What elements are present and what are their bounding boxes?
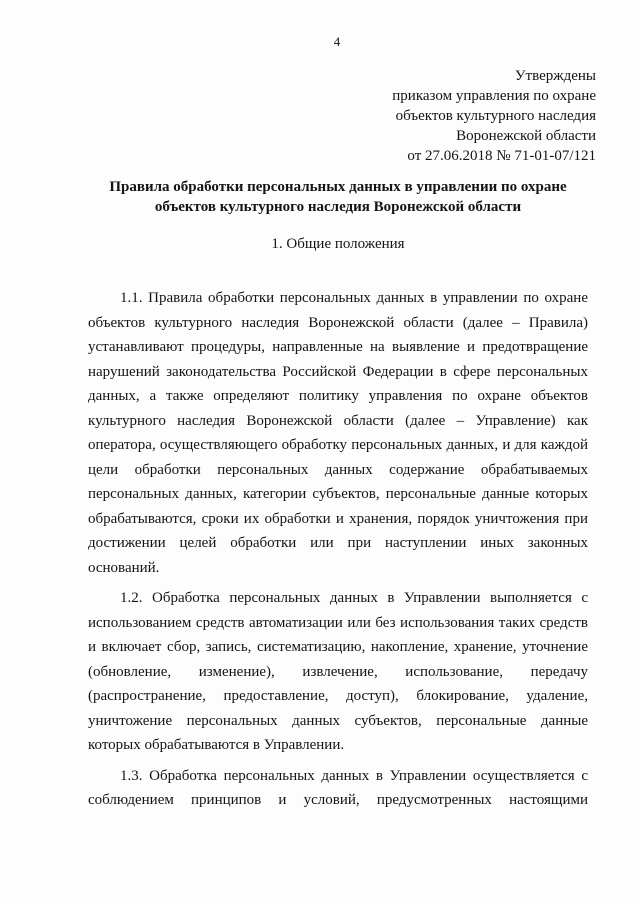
- approval-line: от 27.06.2018 № 71-01-07/121: [407, 148, 596, 164]
- approval-line: приказом управления по охране: [392, 88, 596, 104]
- approval-line: Утверждены: [514, 68, 596, 84]
- document-title-line: Правила обработки персональных данных в управлении по охране: [109, 179, 567, 195]
- paragraph-1-3: 1.3. Обработка персональных данных в Управлении осуществляется с соблюдением принципов и условий, предусмотренных настоящими: [88, 767, 588, 808]
- body-text: [88, 286, 588, 819]
- document-title: [88, 177, 588, 217]
- document-title-line: объектов культурного наследия Воронежской области: [154, 199, 522, 215]
- page-number: 4: [333, 34, 341, 49]
- paragraph-1-2: 1.2. Обработка персональных данных в Управлении выполняется с использованием средств автоматизации или без использования таких средств и включает сбор, запись, систематизацию, накопление, хранение, уточнение (обновление, изменение), извлечение, использование, передачу (распространение, предоставление, доступ), блокирование, удаление, уничтожение персональных данных субъектов, персональные данные которых обрабатываются в Управлении.: [88, 590, 588, 753]
- paragraph-1-1: 1.1. Правила обработки персональных данных в управлении по охране объектов культурного наследия Воронежской области (далее – Правила) устанавливают процедуры, направленные на выявление и предотвращение нарушений законодательства Российской Федерации в сфере персональных данных, а также определяют политику управления по охране объектов культурного наследия Воронежской области (далее – Управление) как оператора, осуществляющего обработку персональных данных, и для каждой цели обработки персональных данных содержание обрабатываемых персональных данных, категории субъектов, персональные данные которых обрабатываются, сроки их обработки и хранения, порядок уничтожения при достижении целей обработки или при наступлении иных законных оснований.: [88, 290, 588, 576]
- section-heading: 1. Общие положения: [271, 236, 405, 252]
- approval-line: Воронежской области: [456, 128, 596, 144]
- approval-line: объектов культурного наследия: [395, 108, 596, 124]
- approval-stamp-block: [392, 66, 596, 166]
